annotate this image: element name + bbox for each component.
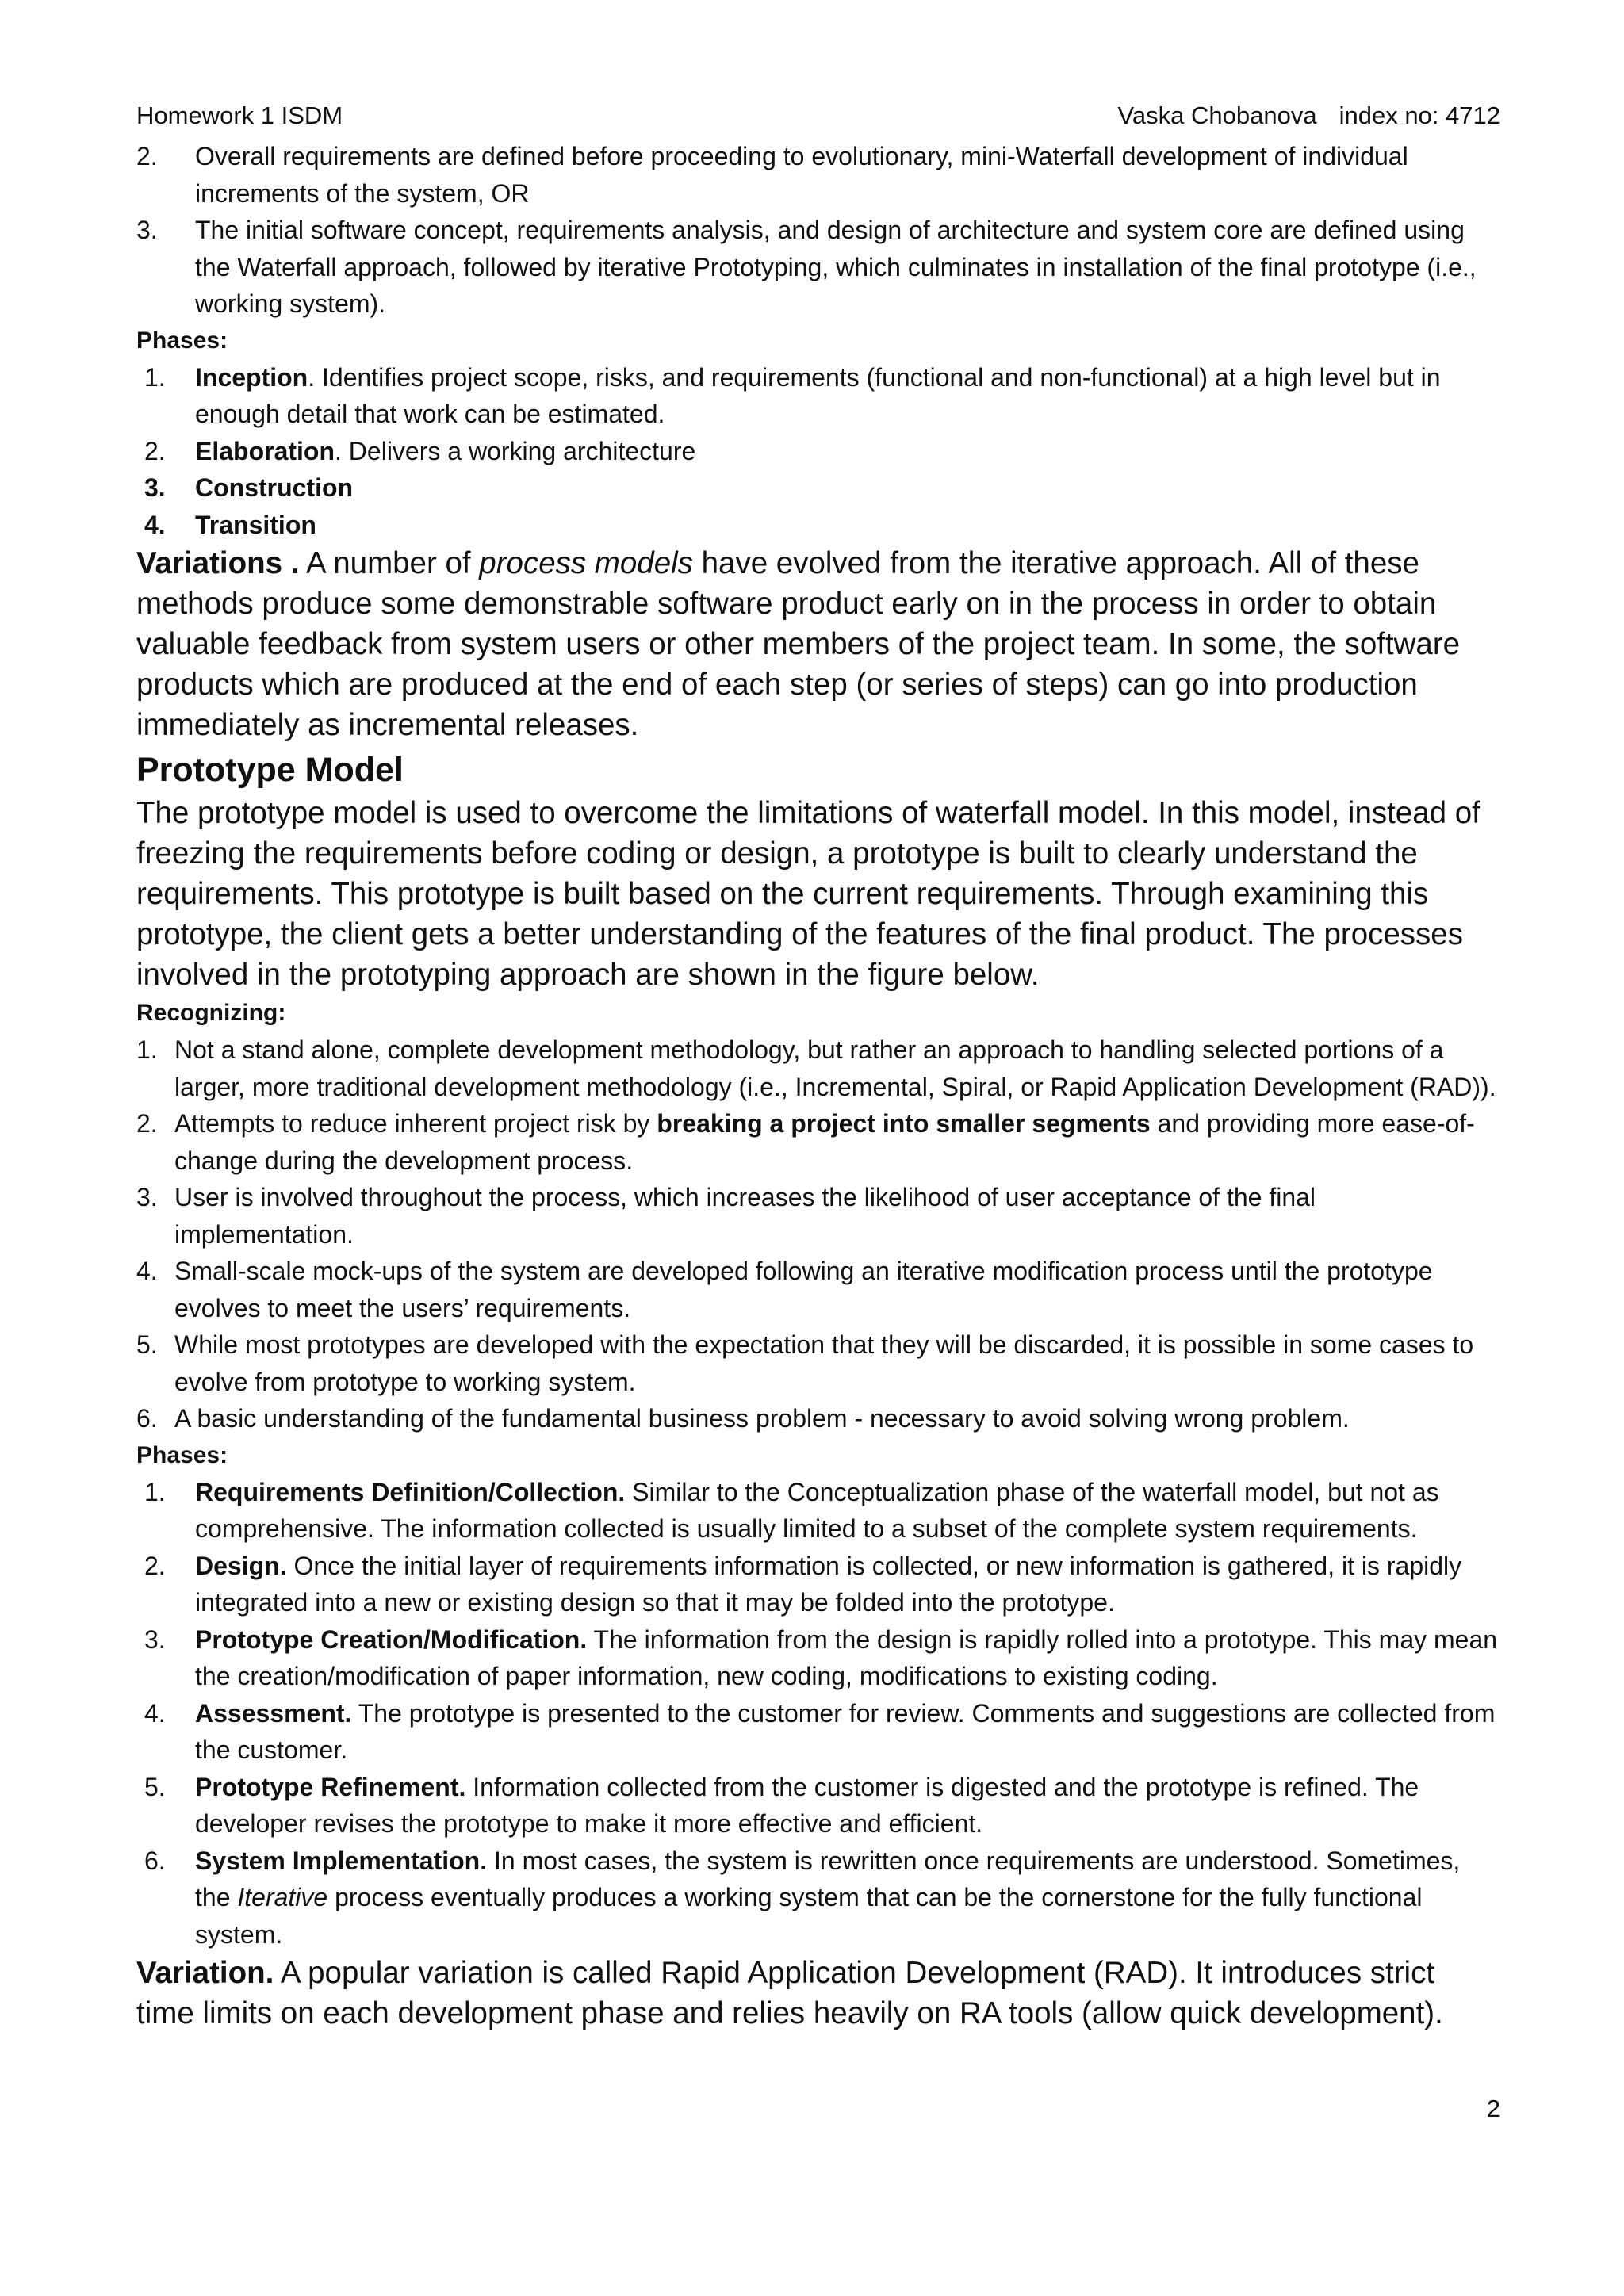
item-number: 1. <box>144 1477 166 1506</box>
phase-title: Construction <box>195 473 354 502</box>
item-number: 2. <box>136 142 158 170</box>
item-text: While most prototypes are developed with the expectation that they will be discarded, it is possible in some cases to evolve from prototype to working system. <box>174 1330 1474 1396</box>
phases-list <box>136 359 1500 544</box>
list-item <box>136 138 1500 212</box>
item-text: Small-scale mock-ups of the system are developed following an iterative modification process until the prototype evolves to meet the users’ requirements. <box>174 1257 1433 1322</box>
phase-title: Prototype Refinement. <box>195 1772 466 1801</box>
variations-text: A number of <box>299 546 480 580</box>
item-number: 2. <box>144 436 166 465</box>
variation-label: Variation. <box>136 1956 274 1990</box>
variation-text: A popular variation is called Rapid Application Development (RAD). It introduces strict time limits on each development phase and relies heavily on RA tools (allow quick development). <box>136 1956 1443 2030</box>
item-emphasis: breaking a project into smaller segments <box>657 1109 1151 1138</box>
item-number: 3. <box>136 1183 158 1211</box>
phase-text: process eventually produces a working system that can be the cornerstone for the fully functional system. <box>195 1883 1423 1949</box>
page-number: 2 <box>1486 2095 1500 2122</box>
item-number: 6. <box>144 1846 166 1875</box>
item-number: 3. <box>144 1624 166 1654</box>
list-item <box>136 1179 1500 1253</box>
phase-item <box>144 359 1500 433</box>
item-text: A basic understanding of the fundamental business problem - necessary to avoid solving wrong problem. <box>174 1404 1350 1433</box>
item-number: 3. <box>144 473 166 502</box>
document-page <box>136 94 1500 2034</box>
variation-paragraph <box>136 1953 1500 2034</box>
phase-text: Once the initial layer of requirements information is collected, or new information is gathered, it is rapidly integrated into a new or existing design so that it may be folded into the prototype. <box>195 1551 1462 1617</box>
phase-item <box>144 1621 1500 1695</box>
phase-item <box>144 1769 1500 1843</box>
item-text: Overall requirements are defined before proceeding to evolutionary, mini-Waterfall development of individual increments of the system, OR <box>195 142 1408 208</box>
intro-list <box>136 138 1500 323</box>
header-author-block <box>1118 94 1500 138</box>
phase-emphasis: Iterative <box>237 1883 328 1911</box>
phases-list <box>136 1474 1500 1954</box>
phases-heading: Phases: <box>136 1441 228 1468</box>
recognizing-list <box>136 1031 1500 1437</box>
phase-item <box>144 469 1500 507</box>
section-title: Prototype Model <box>136 751 404 789</box>
phase-text: . Identifies project scope, risks, and requirements (functional and non-functional) at a high level but in enough detail that work can be estimated. <box>195 362 1441 428</box>
phase-text: Information collected from the customer is digested and the prototype is refined. The developer revises the prototype to make it more effective and efficient. <box>195 1772 1419 1838</box>
prototype-paragraph: The prototype model is used to overcome the limitations of waterfall model. In this model, instead of freezing the requirements before coding or design, a prototype is built to clearly understand the requirements. This prototype is built based on the current requirements. Through examining this prototype, the client gets a better understanding of the features of the final product. The processes involved in the prototyping approach are shown in the figure below. <box>136 796 1480 992</box>
phase-item <box>144 1474 1500 1548</box>
item-number: 2. <box>144 1551 166 1580</box>
phase-text: The prototype is presented to the customer for review. Comments and suggestions are collected from the customer. <box>195 1698 1496 1764</box>
recognizing-heading: Recognizing: <box>136 1000 286 1026</box>
phase-item <box>144 1843 1500 1954</box>
item-number: 3. <box>136 216 158 244</box>
phase-text: In most cases, the system is rewritten once requirements are understood. Sometimes, the <box>195 1846 1461 1911</box>
item-number: 4. <box>136 1257 158 1285</box>
phase-title: Inception <box>195 362 308 392</box>
phase-title: Transition <box>195 510 316 539</box>
phase-item <box>144 1548 1500 1621</box>
variations-label: Variations . <box>136 546 300 580</box>
phases-heading: Phases: <box>136 327 228 354</box>
item-number: 6. <box>136 1404 158 1433</box>
list-item <box>136 1031 1500 1105</box>
page-header <box>136 94 1500 138</box>
list-item <box>136 212 1500 323</box>
item-number: 1. <box>144 362 166 392</box>
list-item <box>136 1253 1500 1326</box>
phase-item <box>144 507 1500 544</box>
item-number: 5. <box>136 1330 158 1359</box>
item-number: 2. <box>136 1109 158 1138</box>
item-number: 1. <box>136 1035 158 1064</box>
phase-item <box>144 433 1500 470</box>
variations-text: have evolved from the iterative approach. All of these methods produce some demonstrable software product early on in the process in order to obtain valuable feedback from system users or other members of the project team. In some, the software products which are produced at the end of each step (or series of steps) can go into production immediately as incremental releases. <box>136 546 1461 742</box>
phase-title: Requirements Definition/Collection. <box>195 1477 626 1506</box>
phase-text: The information from the design is rapidly rolled into a prototype. This may mean the creation/modification of paper information, new coding, modifications to existing coding. <box>195 1624 1498 1690</box>
phase-title: System Implementation. <box>195 1846 488 1875</box>
header-course-title: Homework 1 ISDM <box>136 101 343 129</box>
phase-text: . Delivers a working architecture <box>335 436 696 465</box>
item-text: The initial software concept, requirements analysis, and design of architecture and system core are defined using the Waterfall approach, followed by iterative Prototyping, which culminates in installation of the final prototype (i.e., working system). <box>195 216 1477 318</box>
phase-text: Similar to the Conceptualization phase of the waterfall model, but not as comprehensive. The information collected is usually limited to a subset of the complete system requirements. <box>195 1477 1439 1543</box>
item-text: Not a stand alone, complete development methodology, but rather an approach to handling selected portions of a larger, more traditional development methodology (i.e., Incremental, Spiral, or Rapid Application Development (RAD)). <box>174 1035 1496 1101</box>
phase-title: Assessment. <box>195 1698 352 1728</box>
item-number: 4. <box>144 1698 166 1728</box>
list-item <box>136 1400 1500 1437</box>
list-item <box>136 1326 1500 1400</box>
list-item <box>136 1105 1500 1179</box>
variations-paragraph <box>136 543 1500 745</box>
header-author: Vaska Chobanova <box>1117 101 1317 129</box>
phase-item <box>144 1695 1500 1769</box>
item-text: Attempts to reduce inherent project risk by <box>174 1109 657 1138</box>
item-number: 5. <box>144 1772 166 1801</box>
item-text: and providing more ease-of-change during the development process. <box>174 1109 1475 1175</box>
phase-title: Elaboration <box>195 436 335 465</box>
variations-emphasis: process models <box>479 546 693 580</box>
item-text: User is involved throughout the process, which increases the likelihood of user acceptance of the final implementation. <box>174 1183 1316 1249</box>
phase-title: Design. <box>195 1551 287 1580</box>
header-index: index no: 4712 <box>1339 101 1500 129</box>
item-number: 4. <box>144 510 166 539</box>
phase-title: Prototype Creation/Modification. <box>195 1624 588 1654</box>
